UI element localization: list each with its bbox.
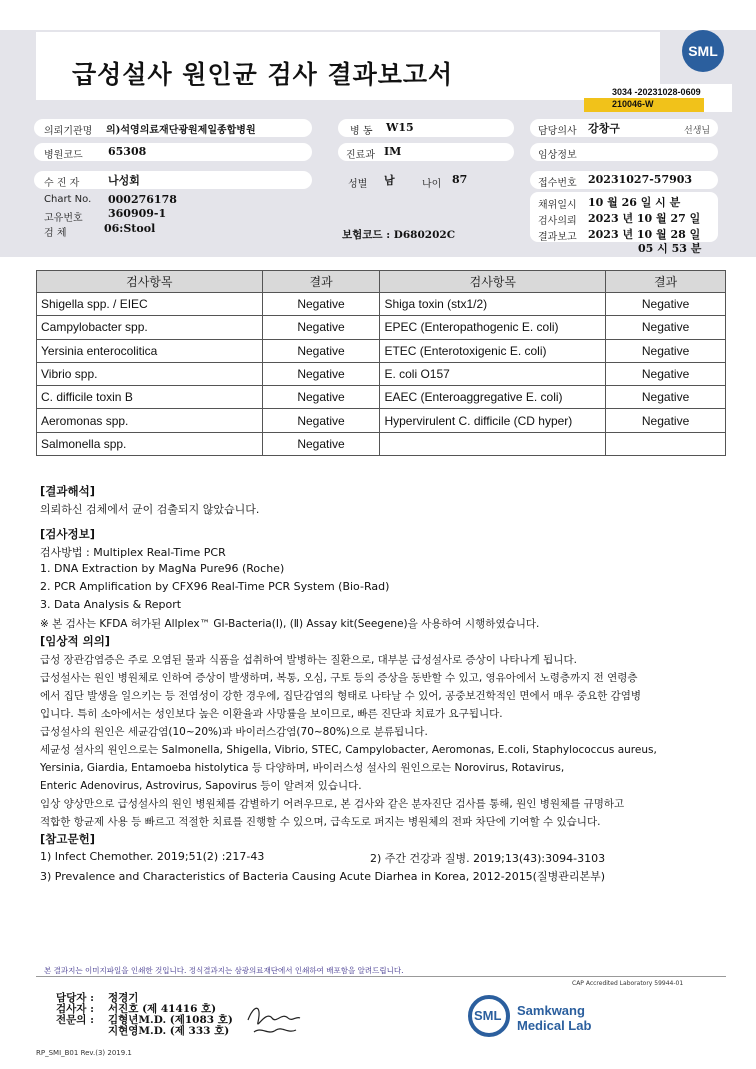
test-result: Negative <box>606 293 726 316</box>
dept-value: IM <box>384 145 402 158</box>
test-name: Hypervirulent C. difficile (CD hyper) <box>380 409 606 432</box>
test-result: Negative <box>606 386 726 409</box>
doctor-label: 담당의사 <box>538 126 577 137</box>
header-top-strip <box>0 0 756 30</box>
method-heading: [검사정보] <box>40 527 95 541</box>
col-header-result: 결과 <box>606 271 726 293</box>
method-note: ※ 본 검사는 KFDA 허가된 Allplex™ GI-Bacteria(Ⅰ), (Ⅱ) Assay kit(Seegene)을 사용하여 시행하였습니다. <box>40 618 540 630</box>
test-result: Negative <box>606 316 726 339</box>
report-value: 2023 년 10 월 28 일 <box>588 228 701 241</box>
test-result: Negative <box>262 386 380 409</box>
staff-value: 정경기 <box>108 992 139 1004</box>
insurance-code: 보험코드 : D680202C <box>342 229 456 241</box>
table-row <box>37 293 726 316</box>
chart-label: Chart No. <box>44 194 92 205</box>
col-header-result: 결과 <box>262 271 380 293</box>
clinical-line: Enteric Adenovirus, Astrovirus, Sapovirus 등이 알려져 있습니다. <box>40 780 362 792</box>
collect-label: 채위일시 <box>538 200 577 211</box>
request-label: 검사의뢰 <box>538 216 577 227</box>
report-time: 05 시 53 분 <box>638 242 702 255</box>
sml-logo-text: SML <box>474 1008 502 1023</box>
results-table <box>36 270 726 456</box>
sex-value: 남 <box>384 174 395 187</box>
company-name-line2: Medical Lab <box>517 1018 592 1033</box>
clinical-line: Yersinia, Giardia, Entamoeba histolytica 등 다양하며, 바이러스성 설사의 원인으로는 Norovirus, Rotavirus, <box>40 762 565 774</box>
clinical-line: 적합한 항균제 사용 등 빠르고 적절한 치료를 진행할 수 있으며, 급속도로 퍼지는 병원체의 전파 차단에 기여할 수 있습니다. <box>40 816 601 828</box>
staff-value: 김형년M.D. (제1083 호) <box>108 1014 233 1026</box>
clinical-info-label: 임상정보 <box>538 150 577 161</box>
test-result: Negative <box>262 316 380 339</box>
reference-item: 3) Prevalence and Characteristics of Bacteria Causing Acute Diarhea in Korea, 2012-2015(질병관리본부) <box>40 870 606 883</box>
method-line: 2. PCR Amplification by CFX96 Real-Time PCR System (Bio-Rad) <box>40 580 390 593</box>
ward-value: W15 <box>386 121 414 134</box>
report-label: 결과보고 <box>538 232 577 243</box>
references-heading: [참고문헌] <box>40 832 95 846</box>
table-row <box>37 386 726 409</box>
doctor-value: 강창구 <box>588 122 620 135</box>
test-name: C. difficile toxin B <box>37 386 263 409</box>
test-name: ETEC (Enterotoxigenic E. coli) <box>380 339 606 362</box>
test-result: Negative <box>262 409 380 432</box>
table-header-row <box>37 271 726 293</box>
staff-label: 전문의 : <box>56 1014 94 1026</box>
table-row <box>37 339 726 362</box>
table-row <box>37 362 726 385</box>
test-result: Negative <box>606 362 726 385</box>
clinical-line: 임상 양상만으로 급성설사의 원인 병원체를 감별하기 어려우므로, 본 검사와 같은 분자진단 검사를 통해, 원인 병원체를 규명하고 <box>40 798 625 810</box>
request-value: 2023 년 10 월 27 일 <box>588 212 701 225</box>
table-row <box>37 316 726 339</box>
test-name: Shiga toxin (stx1/2) <box>380 293 606 316</box>
staff-value: 서진호 (제 41416 호) <box>108 1003 217 1015</box>
doctor-suffix: 선생님 <box>684 126 711 136</box>
test-name: Salmonella spp. <box>37 432 263 455</box>
clinical-heading: [임상적 의의] <box>40 634 111 648</box>
clinical-line: 세균성 설사의 원인으로는 Salmonella, Shigella, Vibrio, STEC, Campylobacter, Aeromonas, E.coli, Staphylococcus aureus, <box>40 744 657 756</box>
test-result: Negative <box>262 339 380 362</box>
staff-value: 지현영M.D. (제 333 호) <box>108 1025 230 1037</box>
clinical-line: 급성 장관감염증은 주로 오염된 물과 식품을 섭취하여 발병하는 질환으로, 대부분 급성설사로 증상이 나타나게 됩니다. <box>40 654 577 666</box>
form-code: RP_SMI_B01 Rev.(3) 2019.1 <box>36 1049 132 1057</box>
hospital-code-value: 65308 <box>108 145 147 158</box>
interpretation-heading: [결과해석] <box>40 484 95 498</box>
hospital-label: 의뢰기관명 <box>44 126 93 137</box>
dept-label: 진료과 <box>346 150 375 161</box>
method-line: 검사방법 : Multiplex Real-Time PCR <box>40 546 226 559</box>
sex-label: 성별 <box>348 179 368 190</box>
patient-value: 나성회 <box>108 174 140 187</box>
patient-label: 수 진 자 <box>44 178 80 189</box>
test-name: Aeromonas spp. <box>37 409 263 432</box>
report-id-line2: 210046-W <box>612 99 654 109</box>
test-name: Yersinia enterocolitica <box>37 339 263 362</box>
receipt-label: 접수번호 <box>538 178 577 189</box>
collect-value: 10 월 26 일 시 분 <box>588 196 681 209</box>
test-name: Shigella spp. / EIEC <box>37 293 263 316</box>
cap-note: CAP Accredited Laboratory 59944-01 <box>572 980 684 987</box>
staff-label: 검사자 : <box>56 1003 94 1015</box>
hospital-value: 의)석영의료재단광원제일종합병원 <box>106 125 256 136</box>
clinical-line: 급성설사의 원인은 세균감염(10~20%)과 바이러스감염(70~80%)으로 분류됩니다. <box>40 726 428 738</box>
unique-label: 고유번호 <box>44 213 83 224</box>
hospital-code-label: 병원코드 <box>44 150 83 161</box>
test-result: Negative <box>262 432 380 455</box>
staff-label: 담당자 : <box>56 992 94 1004</box>
footer-notice: 본 결과지는 이미지파일을 인쇄한 것입니다. 정식결과지는 삼광의료재단에서 인쇄하여 배포함을 알려드립니다. <box>44 966 404 975</box>
ward-label: 병 동 <box>350 126 373 137</box>
method-line: 1. DNA Extraction by MagNa Pure96 (Roche) <box>40 562 285 575</box>
test-result: Negative <box>262 362 380 385</box>
specimen-value: 06:Stool <box>104 222 156 235</box>
company-name-line1: Samkwang <box>517 1003 585 1018</box>
receipt-value: 20231027-57903 <box>588 173 693 186</box>
test-name: EPEC (Enteropathogenic E. coli) <box>380 316 606 339</box>
table-row <box>37 409 726 432</box>
unique-value: 360909-1 <box>108 207 167 220</box>
col-header-test: 검사항목 <box>37 271 263 293</box>
specimen-label: 검 체 <box>44 228 67 239</box>
test-name: E. coli O157 <box>380 362 606 385</box>
test-name <box>380 432 606 455</box>
test-result: Negative <box>606 339 726 362</box>
report-id-line1: 3034 -20231028-0609 <box>612 87 701 97</box>
age-label: 나이 <box>422 179 442 190</box>
test-name: EAEC (Enteroaggregative E. coli) <box>380 386 606 409</box>
footer-divider <box>36 976 726 977</box>
chart-value: 000276178 <box>108 193 177 206</box>
reference-item: 2) 주간 건강과 질병. 2019;13(43):3094-3103 <box>370 852 606 865</box>
test-result <box>606 432 726 455</box>
table-row <box>37 432 726 455</box>
clinical-line: 급성설사는 원인 병원체로 인하여 증상이 발생하며, 복통, 오심, 구토 등의 증상을 동반할 수 있고, 영유아에서 노령층까지 전 연령층 <box>40 672 638 684</box>
clinical-line: 입니다. 특히 소아에서는 성인보다 높은 이환율과 사망률을 보이므로, 빠른 진단과 치료가 요구됩니다. <box>40 708 503 720</box>
report-title: 급성설사 원인균 검사 결과보고서 <box>72 60 454 89</box>
test-result: Negative <box>606 409 726 432</box>
col-header-test: 검사항목 <box>380 271 606 293</box>
test-name: Vibrio spp. <box>37 362 263 385</box>
clinical-line: 에서 집단 발생을 일으키는 등 전염성이 강한 경우에, 집단감염의 형태로 나타날 수 있어, 공중보건학적인 면에서 매우 중요한 감염병 <box>40 690 641 702</box>
method-line: 3. Data Analysis & Report <box>40 598 182 611</box>
interpretation-text: 의뢰하신 검체에서 균이 검출되지 않았습니다. <box>40 503 260 516</box>
sml-logo-badge: SML <box>682 30 724 72</box>
age-value: 87 <box>452 173 468 186</box>
test-name: Campylobacter spp. <box>37 316 263 339</box>
signature-image <box>244 1000 304 1040</box>
test-result: Negative <box>262 293 380 316</box>
reference-item: 1) Infect Chemother. 2019;51(2) :217-43 <box>40 850 265 863</box>
